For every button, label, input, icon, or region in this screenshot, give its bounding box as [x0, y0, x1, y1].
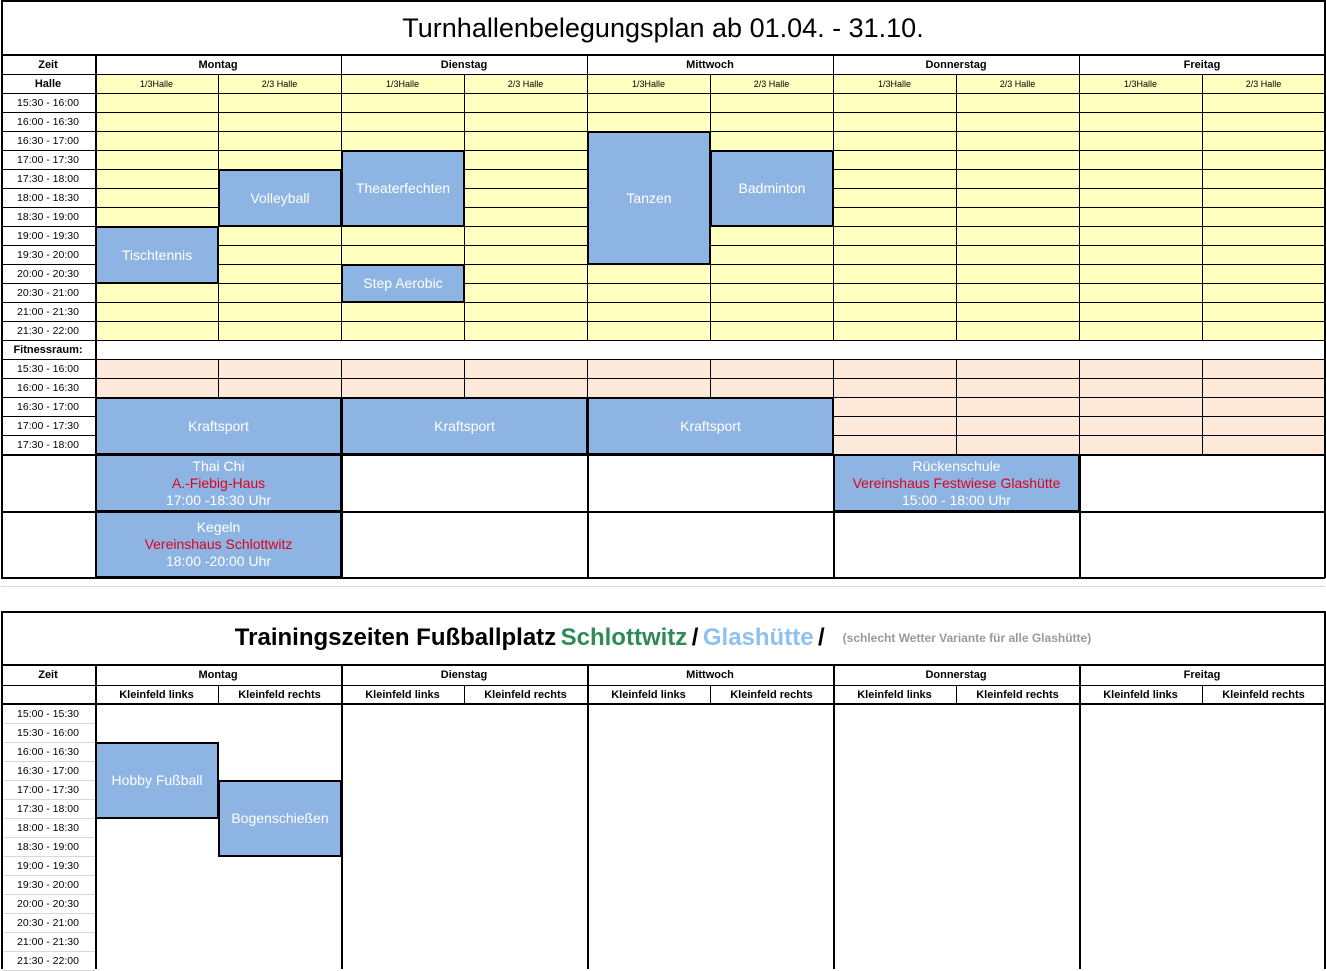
hall-subcolumn-header: 1/3Halle — [1123, 78, 1158, 89]
grid-line — [710, 685, 711, 704]
football-time-label: 20:00 - 20:30 — [17, 897, 79, 910]
football-subcolumn-header: Kleinfeld links — [1103, 688, 1178, 701]
hall-subcolumn-header: 1/3Halle — [631, 78, 666, 89]
extra-event-place: A.-Fiebig-Haus — [171, 474, 266, 491]
grid-line — [1079, 55, 1080, 74]
hall-subcolumn-header: 1/3Halle — [877, 78, 912, 89]
football-time-label: 16:00 - 16:30 — [17, 745, 79, 758]
hall-time-label: 20:30 - 21:00 — [17, 286, 79, 299]
grid-line — [1, 321, 1325, 322]
hall-time-label: 21:30 - 22:00 — [17, 324, 79, 337]
day-header-1: Dienstag — [440, 58, 488, 71]
extra-event-name: Thai Chi — [192, 457, 245, 474]
football-subcolumn-header: Kleinfeld rechts — [1222, 688, 1305, 701]
hall-subcolumn-header: 1/3Halle — [139, 78, 174, 89]
hall-time-label: 18:30 - 19:00 — [17, 210, 79, 223]
football-title-main: Trainingszeiten Fußballplatz — [234, 624, 557, 651]
fitness-time-label: 15:30 - 16:00 — [17, 362, 79, 375]
grid-line — [341, 55, 342, 74]
grid-line — [956, 74, 957, 340]
grid-line — [218, 685, 219, 704]
football-subcolumn-header: Kleinfeld links — [119, 688, 194, 701]
grid-line — [1, 74, 1325, 75]
grid-line — [1, 780, 95, 781]
football-time-label: 21:00 - 21:30 — [17, 935, 79, 948]
hall-subcolumn-header: 2/3 Halle — [1245, 78, 1282, 89]
fitness-time-label: 17:00 - 17:30 — [17, 419, 79, 432]
grid-line — [1079, 74, 1080, 340]
grid-line — [956, 359, 957, 454]
football-title — [2, 612, 1324, 664]
grid-line — [1, 302, 1325, 303]
football-subcolumn-header: Kleinfeld rechts — [730, 688, 813, 701]
fitness-time-label: 16:30 - 17:00 — [17, 400, 79, 413]
grid-line — [1079, 359, 1080, 454]
hall-time-label: 16:00 - 16:30 — [17, 115, 79, 128]
football-time-label: 17:30 - 18:00 — [17, 802, 79, 815]
grid-line — [1, 742, 95, 743]
grid-line — [1, 932, 95, 933]
football-time-label: 16:30 - 17:00 — [17, 764, 79, 777]
extra-event-time: 15:00 - 18:00 Uhr — [902, 491, 1011, 508]
football-subcolumn-header: Kleinfeld rechts — [976, 688, 1059, 701]
grid-line — [587, 665, 589, 969]
fitness-time-label: 16:00 - 16:30 — [17, 381, 79, 394]
hall-time-label: 17:00 - 17:30 — [17, 153, 79, 166]
football-zeit-label: Zeit — [38, 669, 58, 681]
hall-time-label: 16:30 - 17:00 — [17, 134, 79, 147]
extra-event-name: Rückenschule — [912, 457, 1001, 474]
grid-line — [1, 913, 95, 914]
hall-subcolumn-header: 2/3 Halle — [753, 78, 790, 89]
grid-line — [1, 818, 95, 819]
football-day-header-2: Mittwoch — [686, 669, 734, 681]
event-tanzen: Tanzen — [587, 131, 711, 265]
extra-event-card — [95, 511, 342, 578]
extra-event-time: 17:00 -18:30 Uhr — [165, 491, 272, 508]
football-subcolumn-header: Kleinfeld rechts — [484, 688, 567, 701]
football-title-separator: / — [818, 624, 825, 651]
grid-line — [1, 378, 1325, 379]
grid-line — [833, 55, 834, 74]
grid-line — [1, 93, 1325, 94]
grid-line — [464, 685, 465, 704]
grid-line — [1, 723, 95, 724]
grid-line — [1, 586, 1325, 587]
hall-subcolumn-header: 2/3 Halle — [507, 78, 544, 89]
event-kraftsport: Kraftsport — [95, 397, 342, 455]
football-time-label: 19:00 - 19:30 — [17, 859, 79, 872]
grid-line — [1, 340, 1325, 341]
hall-time-label: 20:00 - 20:30 — [17, 267, 79, 280]
grid-line — [833, 665, 835, 969]
football-time-label: 18:00 - 18:30 — [17, 821, 79, 834]
grid-line — [1, 875, 95, 876]
hall-subcolumn-header: 1/3Halle — [385, 78, 420, 89]
event-step-aerobic: Step Aerobic — [341, 264, 465, 303]
grid-line — [1, 761, 95, 762]
event-badminton: Badminton — [710, 150, 834, 227]
grid-line — [1202, 685, 1203, 704]
extra-event-card — [95, 454, 342, 512]
grid-line — [1, 54, 1325, 56]
hall-time-label: 21:00 - 21:30 — [17, 305, 79, 318]
football-time-label: 20:30 - 21:00 — [17, 916, 79, 929]
football-time-label: 15:00 - 15:30 — [17, 707, 79, 720]
grid-line — [1, 799, 95, 800]
event-kraftsport: Kraftsport — [587, 397, 834, 455]
hall-time-label: 18:00 - 18:30 — [17, 191, 79, 204]
grid-line — [587, 454, 589, 578]
event-tischtennis: Tischtennis — [95, 226, 219, 284]
extra-event-time: 18:00 -20:00 Uhr — [165, 553, 272, 569]
football-day-header-3: Donnerstag — [925, 669, 987, 681]
grid-line — [1, 837, 95, 838]
extra-event-name: Kegeln — [196, 519, 241, 535]
grid-line — [1202, 359, 1203, 454]
hall-title: Turnhallenbelegungsplan ab 01.04. - 31.10. — [402, 12, 924, 43]
football-title-glashuette: Glashütte — [702, 624, 814, 651]
event-volleyball: Volleyball — [218, 169, 342, 227]
grid-line — [1, 611, 3, 969]
grid-line — [1, 856, 95, 857]
grid-line — [587, 55, 588, 74]
grid-line — [1, 112, 1325, 113]
football-day-header-1: Dienstag — [440, 669, 488, 681]
grid-line — [1, 685, 1325, 686]
day-header-2: Mittwoch — [686, 58, 734, 71]
hall-time-label: 19:00 - 19:30 — [17, 229, 79, 242]
football-event: Hobby Fußball — [95, 742, 219, 819]
extra-event-card — [833, 454, 1080, 512]
football-day-header-0: Montag — [198, 669, 238, 681]
football-title-schlottwitz: Schlottwitz — [560, 624, 688, 651]
football-time-label: 17:00 - 17:30 — [17, 783, 79, 796]
football-time-label: 19:30 - 20:00 — [17, 878, 79, 891]
football-title-note: (schlecht Wetter Variante für alle Glashütte) — [842, 631, 1092, 645]
football-subcolumn-header: Kleinfeld links — [857, 688, 932, 701]
grid-line — [1079, 665, 1081, 969]
grid-line — [1202, 74, 1203, 340]
football-subcolumn-header: Kleinfeld links — [611, 688, 686, 701]
event-kraftsport: Kraftsport — [341, 397, 588, 455]
fitness-time-label: 17:30 - 18:00 — [17, 438, 79, 451]
football-title-separator: / — [691, 624, 699, 651]
extra-event-place: Vereinshaus Schlottwitz — [144, 536, 293, 552]
football-time-label: 18:30 - 19:00 — [17, 840, 79, 853]
event-theaterfechten: Theaterfechten — [341, 150, 465, 227]
halle-label: Halle — [34, 77, 62, 90]
day-header-4: Freitag — [1183, 58, 1221, 71]
grid-line — [956, 685, 957, 704]
zeit-label: Zeit — [38, 58, 58, 71]
grid-line — [1, 951, 95, 952]
hall-time-label: 17:30 - 18:00 — [17, 172, 79, 185]
grid-line — [1, 664, 1325, 666]
grid-line — [1, 0, 3, 578]
football-day-header-4: Freitag — [1183, 669, 1221, 681]
day-header-0: Montag — [198, 58, 238, 71]
extra-event-place: Vereinshaus Festwiese Glashütte — [852, 474, 1061, 491]
grid-line — [1, 359, 1325, 360]
grid-line — [1, 703, 1325, 705]
hall-time-label: 15:30 - 16:00 — [17, 96, 79, 109]
football-subcolumn-header: Kleinfeld rechts — [238, 688, 321, 701]
football-time-label: 15:30 - 16:00 — [17, 726, 79, 739]
hall-time-label: 19:30 - 20:00 — [17, 248, 79, 261]
football-time-label: 21:30 - 22:00 — [17, 954, 79, 967]
hall-subcolumn-header: 2/3 Halle — [999, 78, 1036, 89]
day-header-3: Donnerstag — [925, 58, 987, 71]
fitness-label: Fitnessraum: — [13, 343, 83, 356]
grid-line — [1, 894, 95, 895]
football-event: Bogenschießen — [218, 780, 342, 857]
hall-subcolumn-header: 2/3 Halle — [261, 78, 298, 89]
football-subcolumn-header: Kleinfeld links — [365, 688, 440, 701]
